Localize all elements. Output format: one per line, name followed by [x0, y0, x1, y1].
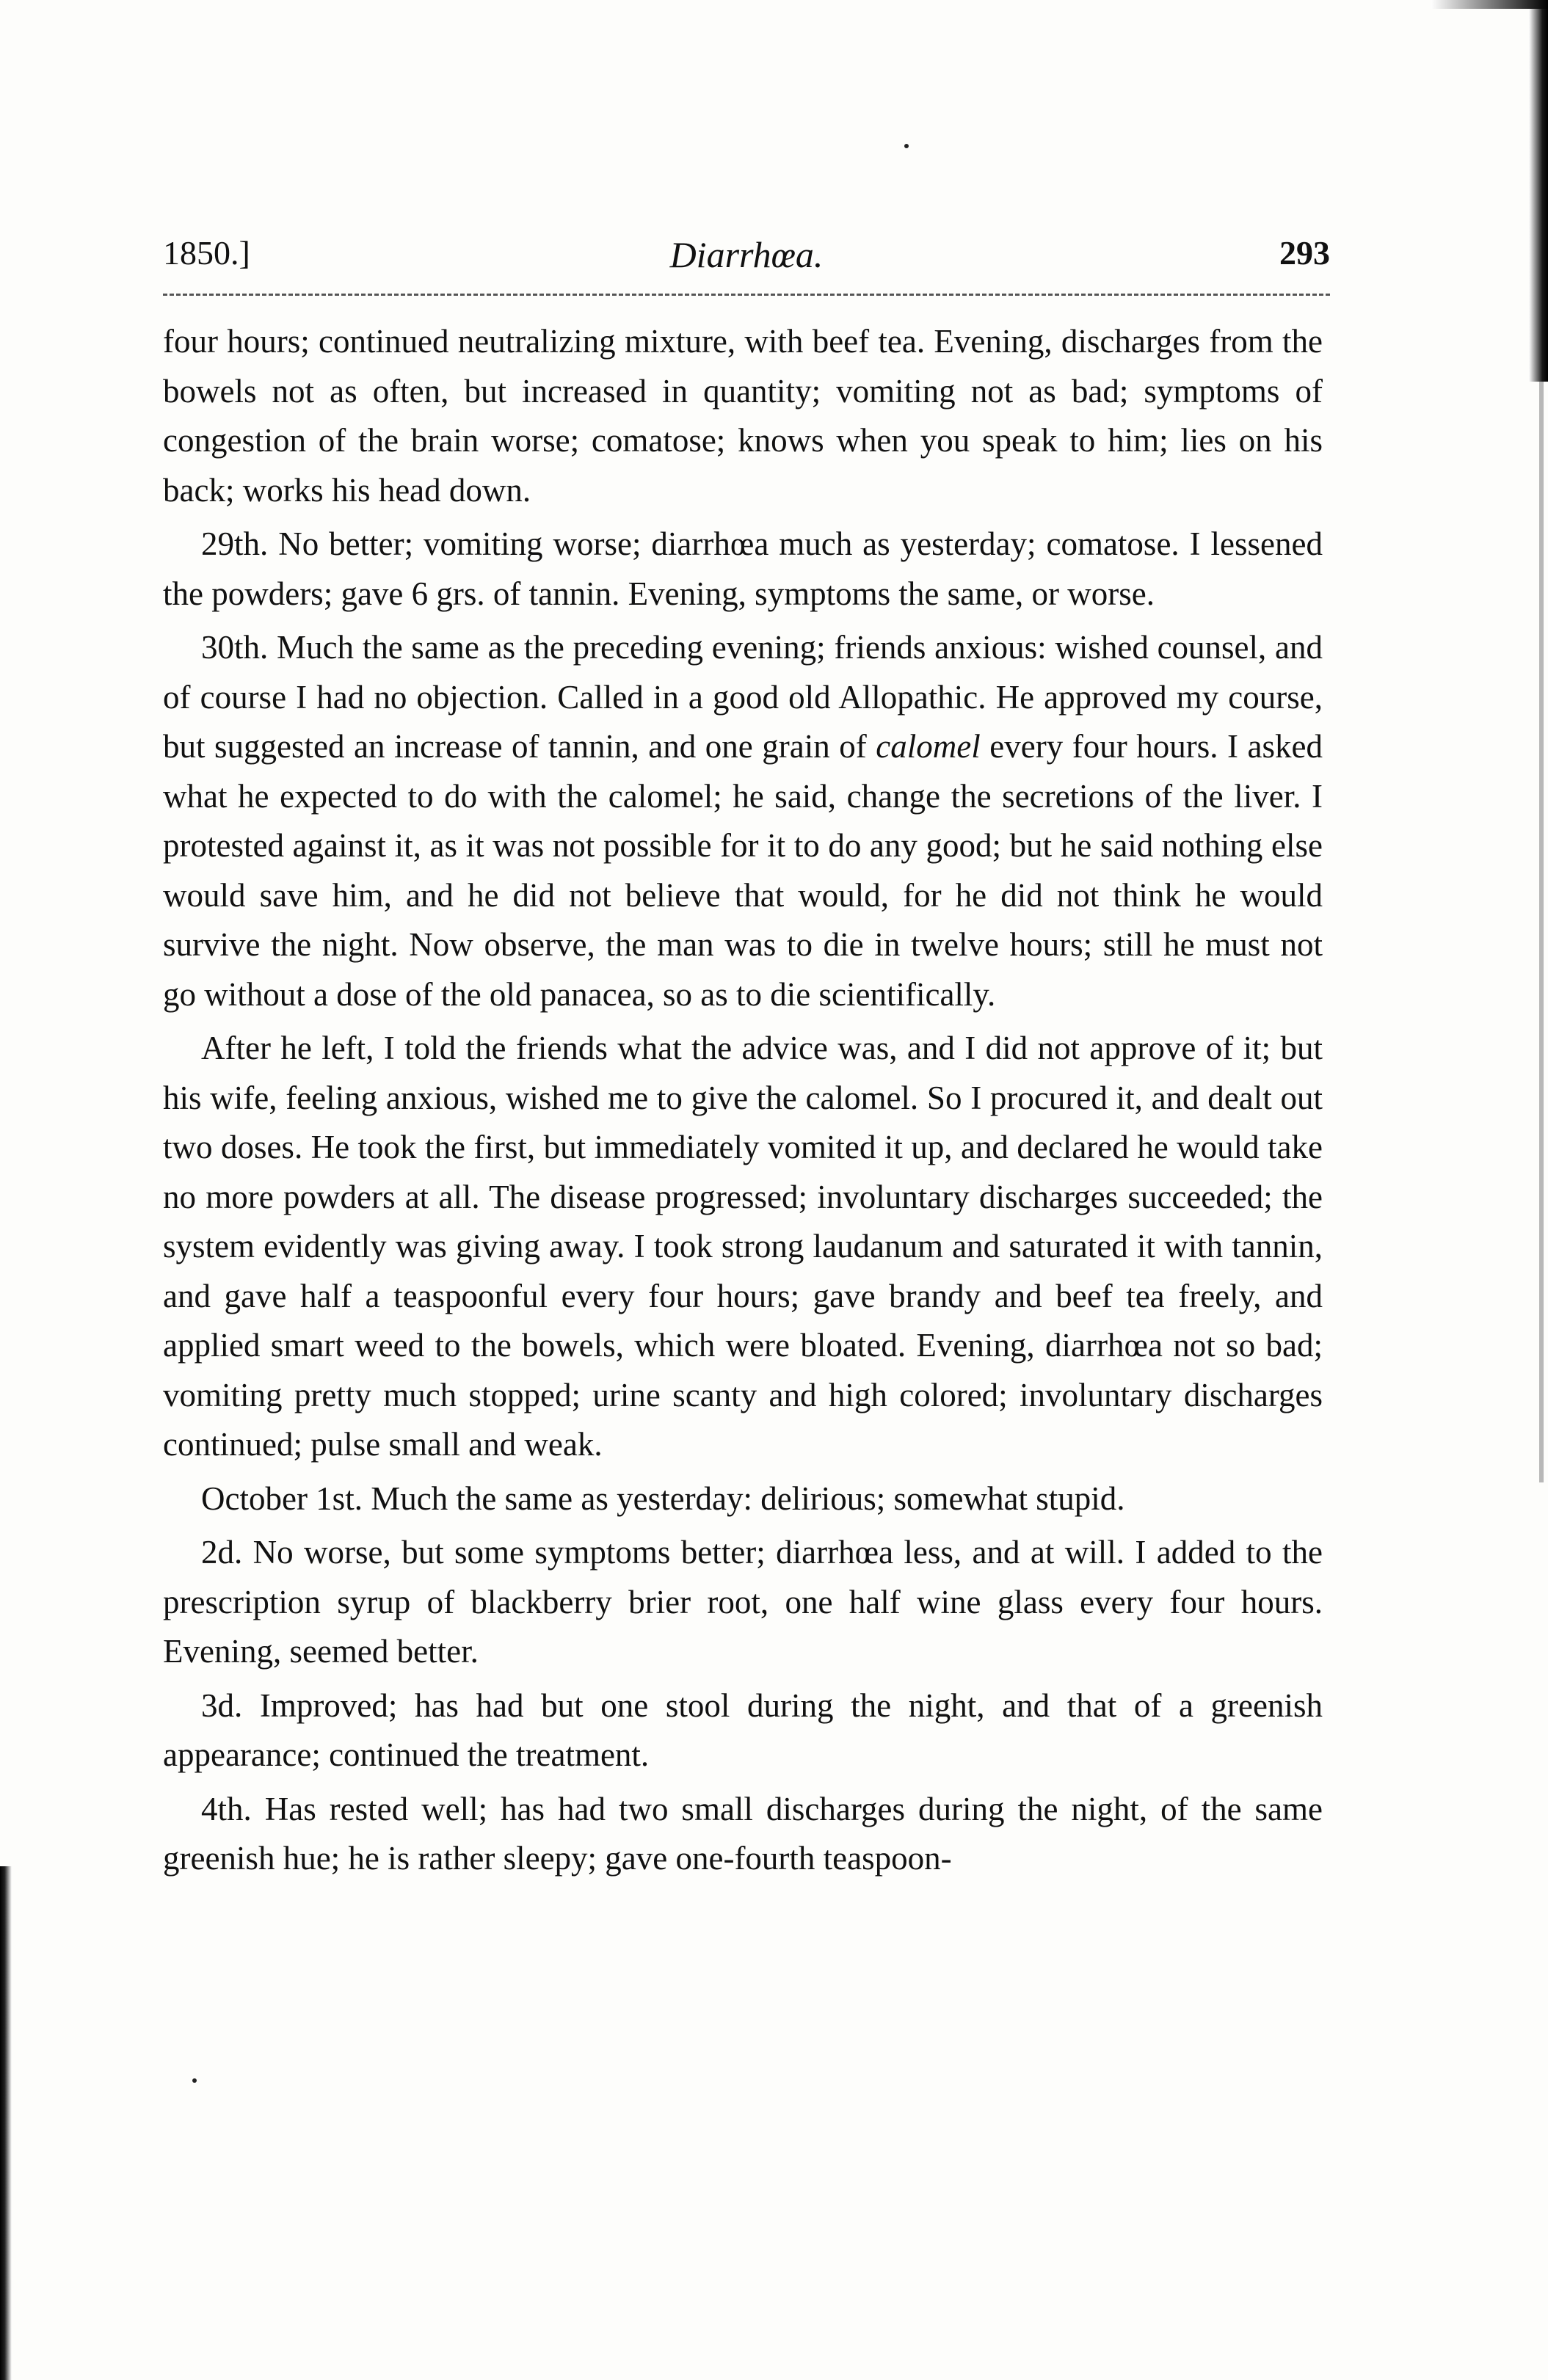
emphasized-word: calomel [876, 728, 981, 765]
paragraph: After he left, I told the friends what the advice was, and I did not approve of it; but his wife, feeling anxious, wished me to give the calomel. So I procured it, and dealt out two doses. He took the first, but immediately vomited it up, and declared he would take no more powders at all. The disease progressed; involuntary discharges succeeded; the system evidently was giving away. I took strong laudanum and saturated it with tannin, and gave half a teaspoonful every four hours; gave brandy and beef tea freely, and applied smart weed to the bowels, which were bloated. Evening, diarrhœa not so bad; vomiting pretty much stopped; urine scanty and high colored; involuntary discharges continued; pulse small and weak. [163, 1030, 1323, 1463]
paragraph-text: 30th. Much the same as the preceding evening; friends anxious: wished counsel, and of course I had no objection. Called in a good old Allopathic. He approved my course, but suggested an increase of tannin, and one grain of [163, 629, 1323, 765]
body-text [163, 317, 1323, 1888]
speck [192, 2078, 197, 2083]
speck [904, 144, 909, 148]
paragraph: 29th. No better; vomiting worse; diarrhœa much as yesterday; comatose. I lessened the powders; gave 6 grs. of tannin. Evening, symptoms the same, or worse. [163, 525, 1323, 612]
running-header [163, 233, 1330, 280]
paragraph: 4th. Has rested well; has had two small discharges during the night, of the same greenish hue; he is rather sleepy; gave one-fourth teaspoon- [163, 1790, 1323, 1877]
header-year: 1850.] [163, 234, 250, 272]
paragraph: 3d. Improved; has had but one stool during the night, and that of a greenish appearance; continued the treatment. [163, 1686, 1323, 1773]
page-corner-shadow [1431, 0, 1548, 9]
paragraph-text: every four hours. I asked what he expected to do with the calomel; he said, change the secretions of the liver. I protested against it, as it was not possible for it to do any good; but he said nothing else would save him, and he did not believe that would, for he did not think he would survive the night. Now observe, the man was to die in twelve hours; still he must not go without a dose of the old panacea, so as to die scientifically. [163, 728, 1323, 1013]
paragraph: October 1st. Much the same as yesterday: delirious; somewhat stupid. [201, 1480, 1125, 1517]
paragraph: 2d. No worse, but some symptoms better; diarrhœa less, and at will. I added to the prescription syrup of blackberry brier root, one half wine glass every four hours. Evening, seemed better. [163, 1534, 1323, 1670]
page-edge-shadow [1529, 0, 1548, 382]
page-edge-line [1539, 382, 1544, 1482]
header-title: Diarrhœa. [669, 234, 824, 275]
binding-shadow [0, 1866, 12, 2380]
page-number: 293 [1279, 234, 1330, 272]
paragraph: four hours; continued neutralizing mixture, with beef tea. Evening, discharges from the bowels not as often, but increased in quantity; vomiting not as bad; symptoms of congestion of the brain worse; comatose; knows when you speak to him; lies on his back; works his head down. [163, 323, 1323, 509]
paragraph [163, 623, 1323, 1019]
header-rule [163, 294, 1330, 296]
